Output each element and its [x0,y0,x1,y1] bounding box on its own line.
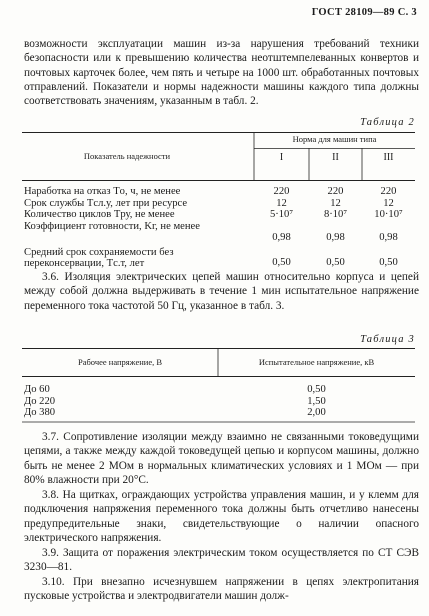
table3-col-test: Испытательное напряжение, кВ [258,357,375,367]
paragraph-3-10: 3.10. При внезапно исчезнувшем напряжении в цепях электропитания пусковые устройства и электродвигатели машин долж- [24,576,419,603]
table2-cell: 5·10⁷ [269,209,294,221]
table2-col-indicator: Показатель надежности [83,151,171,161]
table2-cell: 10·10⁷ [374,209,403,221]
table3-cell: 0,50 [307,384,326,395]
table2-type-1: I [279,152,284,163]
table2-type-2: II [332,152,339,163]
table3-cell: До 380 [24,407,56,419]
table2-cell: 0,50 [326,257,345,269]
table2-cell: 220 [273,186,290,197]
table2-cell: 12 [276,197,287,209]
table2-cell: 220 [380,186,397,197]
table3-cell: До 220 [24,395,56,407]
table3-cell: 2,00 [307,407,326,419]
table2-row-labels [24,186,232,270]
table2-row-label: Наработка на отказ Tо, ч, не менее [24,186,181,197]
table3-caption: Таблица 3 [360,334,415,345]
table3-work-values [24,384,204,419]
table2-row-label: Срок службы Tсл.у, лет при ресурсе [24,197,188,209]
table2-cell: 0,50 [379,257,398,269]
paragraph-3-7: 3.7. Сопротивление изоляции между взаимно не связанными токоведущими цепями, а также между каждой токоведущей цепью и корпусом машины, должно быть не менее 2 МОм в нормальных климатических условиях и 1 МОм — при 80% влажности при 20°С. [24,431,419,486]
table2-caption: Таблица 2 [360,117,415,128]
table2-row-label: Средний срок сохраняемости без переконсервации, Tс.т, лет [24,246,174,270]
table2-cell: 12 [383,197,394,209]
table2-row-label: Количество циклов Tру, не менее [24,209,175,221]
paragraph-3-8: 3.8. На щитках, ограждающих устройства управления машин, и у клемм для подключения напряжения переменного тока должны быть отчетливо нанесены предупредительные знаки, свидетельствующие о наличии опасного электрического напряжения. [24,489,419,544]
page-header: ГОСТ 28109—89 С. 3 [311,7,417,18]
paragraph-3-6: 3.6. Изоляция электрических цепей машин относительно корпуса и цепей между собой должна выдерживать в течение 1 мин испытательное напряжение переменного тока частотой 50 Гц, указанное в табл. 3. [24,271,419,312]
table2-cell: 0,98 [379,231,398,243]
table2-col-values-2 [309,186,362,269]
table2-cell: 0,50 [272,257,291,269]
table3-test-values [218,384,415,419]
paragraph-3-9: 3.9. Защита от поражения электрическим током осуществляется по СТ СЭВ 3230—81. [24,547,419,574]
table2-col-norm: Норма для машин типа [292,134,377,144]
table2-cell: 0,98 [272,231,291,243]
table2-cell: 12 [330,197,341,209]
table2-row-label: Коэффициент готовности, Kг, не менее [24,220,200,232]
table3-bottom-rule [22,421,415,424]
table3-col-work: Рабочее напряжение, В [77,357,163,367]
table3-cell: До 60 [24,384,50,395]
table2-cell: 8·10⁷ [323,209,348,221]
table2-col-values-3 [362,186,415,269]
table2-cell: 0,98 [326,231,345,243]
intro-paragraph: возможности эксплуатации машин из-за нарушения требований техники безопасности или к превышению количества неотштемпелеванных конвертов и почтовых карточек более, чем пять и четыре на 1000 шт. обработанных почтовых отправлений. Показатели и нормы надежности машины каждого типа должны соответствовать значениям, указанным в табл. 2. [24,38,419,108]
table2-cell: 220 [327,186,344,197]
table3-cell: 1,50 [307,395,326,407]
table2-type-3: III [383,152,394,163]
table2-col-values-1 [254,186,309,269]
